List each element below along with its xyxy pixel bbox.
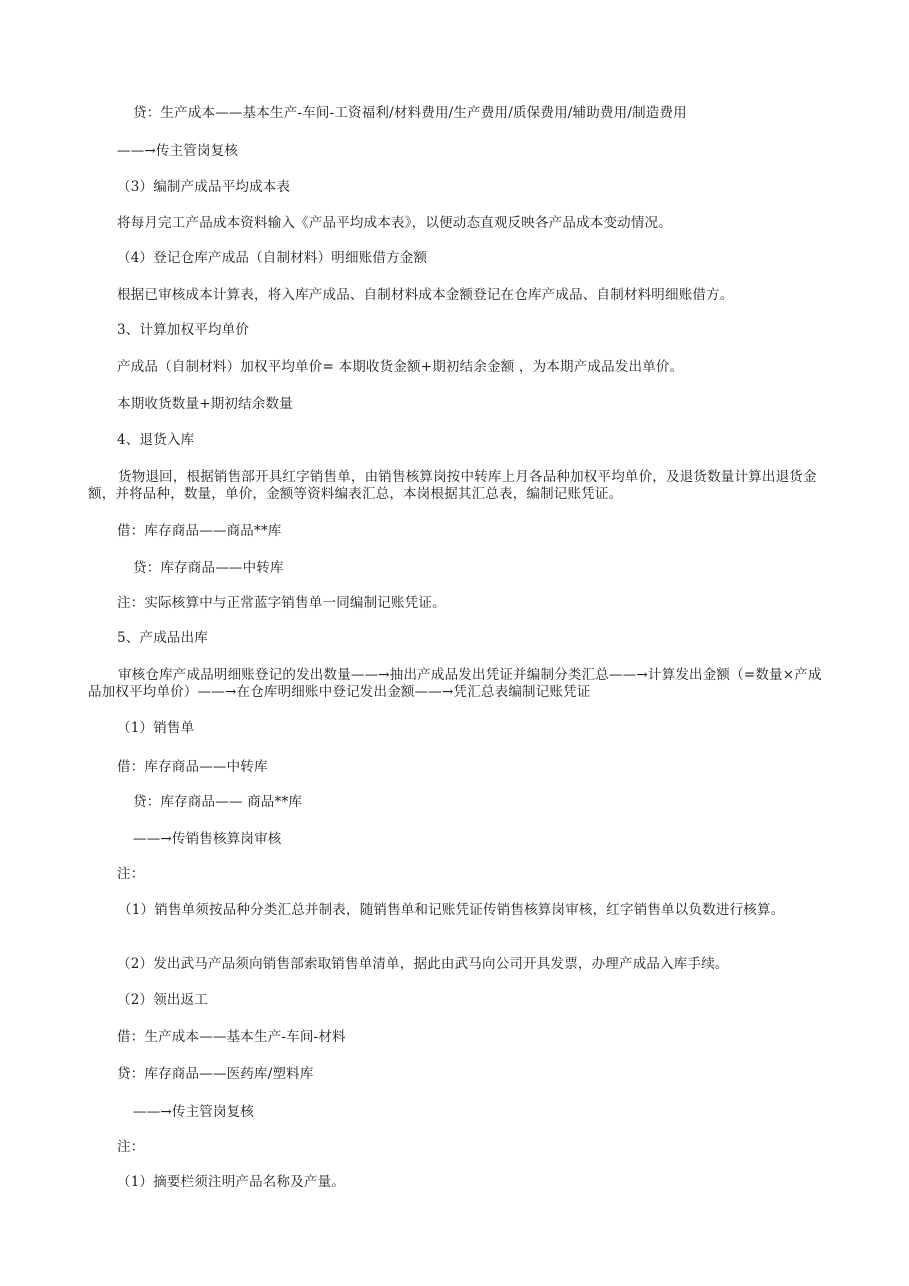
- note-returns: 注：实际核算中与正常蓝字销售单一同编制记账凭证。: [117, 595, 446, 611]
- note-summary-column: （1）摘要栏须注明产品名称及产量。: [117, 1174, 345, 1190]
- section-heading-4: （4）登记仓库产成品（自制材料）明细账借方金额: [117, 250, 428, 266]
- paragraph-average-cost-table: 将每月完工产品成本资料输入《产品平均成本表》，以便动态直观反映各产品成本变动情况。: [117, 215, 672, 231]
- subheading-rework: （2）领出返工: [117, 992, 208, 1008]
- credit-production-cost-line: 贷：生产成本——基本生产-车间-工资福利/材料费用/生产费用/质保费用/辅助费用/制造费用: [133, 105, 687, 121]
- credit-inventory-pharma-plastic-line: 贷：库存商品——医药库/塑料库: [117, 1066, 314, 1082]
- section-heading-3: （3）编制产成品平均成本表: [117, 179, 291, 195]
- subheading-sales-slip: （1）销售单: [117, 720, 195, 736]
- debit-inventory-goods-line: 借：库存商品——商品**库: [117, 523, 282, 539]
- weighted-price-formula-denominator: 本期收货数量+期初结余数量: [117, 396, 293, 412]
- note-label-2: 注：: [117, 1139, 145, 1155]
- paragraph-returns: 货物退回，根据销售部开具红字销售单，由销售核算岗按中转库上月各品种加权平均单价，及退货数量计算出退货金额，并将品种，数量，单价，金额等资料编表汇总，本岗根据其汇总表，编制记账凭证。: [88, 469, 817, 502]
- debit-production-cost-line: 借：生产成本——基本生产-车间-材料: [117, 1029, 346, 1045]
- section-heading-returns: 4、退货入库: [117, 432, 195, 448]
- note-wuma-products: （2）发出武马产品须向销售部索取销售单清单，据此由武马向公司开具发票，办理产成品入库手续。: [117, 956, 729, 972]
- pass-to-sales-accounting-line: ——→传销售核算岗审核: [133, 831, 282, 847]
- section-heading-weighted-price: 3、计算加权平均单价: [117, 322, 250, 338]
- paragraph-outbound-flow: 审核仓库产成品明细账登记的发出数量——→抽出产成品发出凭证并编制分类汇总——→计算发出金额（=数量×产成品加权平均单价）——→在仓库明细账中登记发出金额——→凭汇总表编制记账凭证: [88, 667, 822, 700]
- section-heading-outbound: 5、产成品出库: [117, 630, 208, 646]
- pass-to-supervisor-line: ——→传主管岗复核: [117, 143, 239, 159]
- note-label-1: 注：: [117, 866, 145, 882]
- debit-inventory-transfer-line: 借：库存商品——中转库: [117, 759, 268, 775]
- credit-inventory-goods-line: 贷：库存商品—— 商品**库: [133, 794, 303, 810]
- paragraph-ledger-debit: 根据已审核成本计算表，将入库产成品、自制材料成本金额登记在仓库产成品、自制材料明细账借方。: [117, 287, 734, 303]
- credit-inventory-transfer-line: 贷：库存商品——中转库: [133, 560, 284, 576]
- note-sales-slip-summary: （1）销售单须按品种分类汇总并制表，随销售单和记账凭证传销售核算岗审核，红字销售单以负数进行核算。: [118, 902, 785, 918]
- pass-to-supervisor-line-2: ——→传主管岗复核: [133, 1104, 255, 1120]
- weighted-price-formula-numerator: 产成品（自制材料）加权平均单价= 本期收货金额+期初结余金额 ，为本期产成品发出单价。: [117, 359, 684, 375]
